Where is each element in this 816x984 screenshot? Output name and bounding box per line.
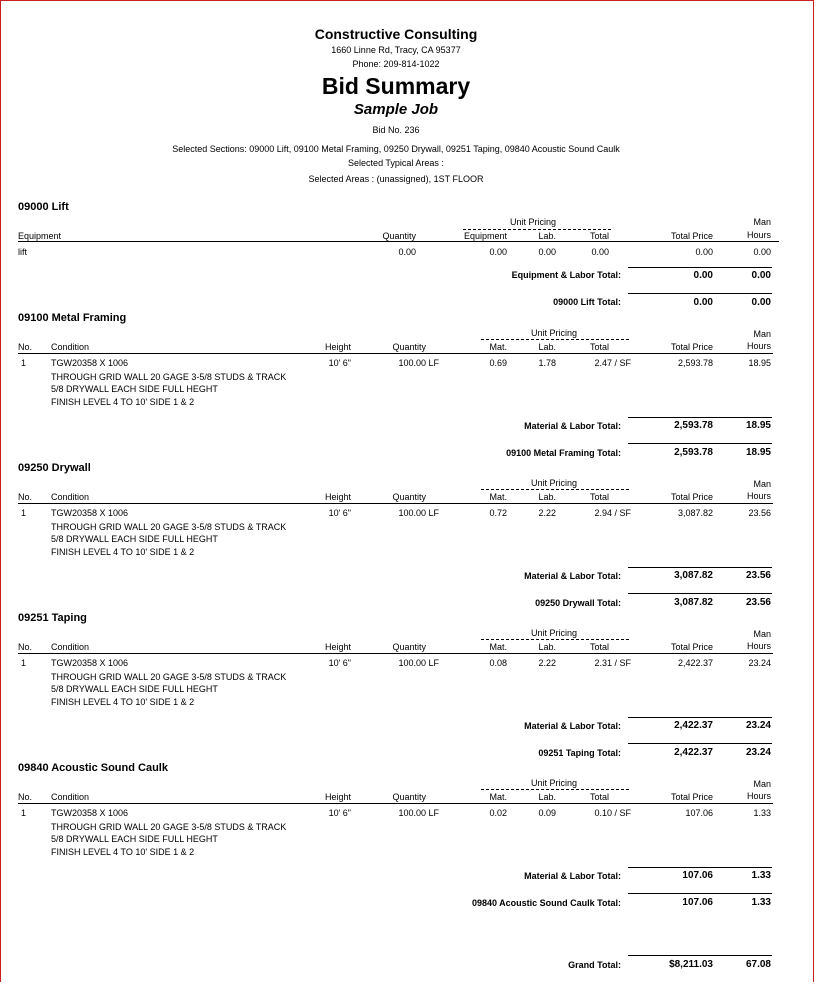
col-lab: Lab. xyxy=(538,492,556,502)
col-total-price: Total Price xyxy=(670,342,713,352)
col-total: Total xyxy=(589,342,609,352)
row-desc-line: 5/8 DRYWALL EACH SIDE FULL HEGHT xyxy=(51,384,218,394)
col-mat: Mat. xyxy=(489,642,507,652)
row-code: TGW20358 X 1006 xyxy=(51,508,129,518)
row-hours: 18.95 xyxy=(748,358,771,368)
selected-typical-areas: Selected Typical Areas : xyxy=(348,158,444,168)
grand-total-rule xyxy=(628,955,772,956)
col-quantity: Quantity xyxy=(392,492,426,502)
unit-pricing-divider xyxy=(481,789,629,790)
unit-pricing-label: Unit Pricing xyxy=(530,778,577,788)
total-rule xyxy=(628,293,772,294)
col-hours: Hours xyxy=(746,791,771,801)
row-lab: 0.09 xyxy=(538,808,556,818)
col-mat: Mat. xyxy=(489,792,507,802)
subtotal-rule xyxy=(628,267,772,268)
header-rule xyxy=(18,503,773,504)
section-title: 09250 Drywall xyxy=(18,462,91,474)
section-total-label: 09251 Taping Total: xyxy=(538,748,621,758)
row-total-price: 107.06 xyxy=(685,808,713,818)
unit-pricing-label: Unit Pricing xyxy=(530,478,577,488)
row-lab: 2.22 xyxy=(538,508,556,518)
section-total-label: 09840 Acoustic Sound Caulk Total: xyxy=(471,898,621,908)
row-equip: 0.00 xyxy=(489,247,507,257)
row-total: 0.00 xyxy=(591,247,609,257)
col-no: No. xyxy=(18,642,33,652)
row-total: 0.10 / SF xyxy=(594,808,631,818)
col-quantity: Quantity xyxy=(392,342,426,352)
section-total-label: 09000 Lift Total: xyxy=(553,297,621,307)
row-total: 2.31 / SF xyxy=(594,658,631,668)
row-desc-line: FINISH LEVEL 4 TO 10' SIDE 1 & 2 xyxy=(51,397,195,407)
col-total: Total xyxy=(589,792,609,802)
col-man: Man xyxy=(753,629,771,639)
grand-total-price: $8,211.03 xyxy=(669,959,713,970)
col-height: Height xyxy=(324,792,351,802)
col-total-price: Total Price xyxy=(670,792,713,802)
row-lab: 0.00 xyxy=(538,247,556,257)
subtotal-hours: 1.33 xyxy=(751,870,771,881)
row-height: 10' 6" xyxy=(328,658,351,668)
row-desc-line: THROUGH GRID WALL 20 GAGE 3-5/8 STUDS & TRACK xyxy=(51,822,287,832)
col-quantity: Quantity xyxy=(392,642,426,652)
company-phone: Phone: 209-814-1022 xyxy=(352,59,440,69)
total-rule xyxy=(628,743,772,744)
subtotal-rule xyxy=(628,417,772,418)
subtotal-price: 107.06 xyxy=(682,870,713,881)
col-height: Height xyxy=(324,492,351,502)
unit-pricing-label: Unit Pricing xyxy=(530,628,577,638)
section-total-price: 3,087.82 xyxy=(674,597,713,608)
section-total-price: 107.06 xyxy=(682,897,713,908)
header-rule xyxy=(18,241,779,242)
row-quantity: 100.00 LF xyxy=(398,808,439,818)
row-code: TGW20358 X 1006 xyxy=(51,658,129,668)
col-height: Height xyxy=(324,342,351,352)
subtotal-price: 2,593.78 xyxy=(674,420,713,431)
grand-total-hours: 67.08 xyxy=(745,959,771,970)
unit-pricing-divider xyxy=(481,339,629,340)
col-no: No. xyxy=(18,492,33,502)
col-hours: Hours xyxy=(746,341,771,351)
section-title: 09000 Lift xyxy=(18,201,69,213)
row-quantity: 100.00 LF xyxy=(398,358,439,368)
company-name: Constructive Consulting xyxy=(314,26,478,42)
row-desc-line: THROUGH GRID WALL 20 GAGE 3-5/8 STUDS & TRACK xyxy=(51,372,287,382)
subtotal-hours: 0.00 xyxy=(751,270,771,281)
total-rule xyxy=(628,443,772,444)
company-address: 1660 Linne Rd, Tracy, CA 95377 xyxy=(331,45,461,55)
header-rule xyxy=(18,353,773,354)
job-name: Sample Job xyxy=(353,101,439,118)
row-no: 1 xyxy=(21,808,27,818)
row-desc-line: THROUGH GRID WALL 20 GAGE 3-5/8 STUDS & TRACK xyxy=(51,522,287,532)
col-condition: Condition xyxy=(51,342,90,352)
subtotal-price: 0.00 xyxy=(693,270,713,281)
row-height: 10' 6" xyxy=(328,808,351,818)
row-height: 10' 6" xyxy=(328,358,351,368)
col-total-price: Total Price xyxy=(670,642,713,652)
row-quantity: 100.00 LF xyxy=(398,508,439,518)
row-mat: 0.69 xyxy=(489,358,507,368)
row-no: 1 xyxy=(21,658,27,668)
row-desc-line: 5/8 DRYWALL EACH SIDE FULL HEGHT xyxy=(51,834,218,844)
section-total-hours: 23.24 xyxy=(745,747,771,758)
col-man: Man xyxy=(753,329,771,339)
subtotal-label: Material & Labor Total: xyxy=(524,721,621,731)
col-no: No. xyxy=(18,792,33,802)
col-no: No. xyxy=(18,342,33,352)
row-total: 2.47 / SF xyxy=(594,358,631,368)
total-rule xyxy=(628,593,772,594)
row-desc-line: FINISH LEVEL 4 TO 10' SIDE 1 & 2 xyxy=(51,547,195,557)
bid-number: Bid No. 236 xyxy=(372,125,420,135)
row-code: TGW20358 X 1006 xyxy=(51,808,129,818)
row-hours: 1.33 xyxy=(753,808,771,818)
section-total-label: 09100 Metal Framing Total: xyxy=(506,448,621,458)
col-total-price: Total Price xyxy=(670,492,713,502)
subtotal-rule xyxy=(628,567,772,568)
col-hours: Hours xyxy=(746,230,771,240)
section-total-hours: 1.33 xyxy=(751,897,771,908)
section-total-price: 0.00 xyxy=(693,297,713,308)
row-total-price: 2,593.78 xyxy=(677,358,713,368)
total-rule xyxy=(628,893,772,894)
row-total: 2.94 / SF xyxy=(594,508,631,518)
section-total-hours: 23.56 xyxy=(745,597,771,608)
col-total: Total xyxy=(589,642,609,652)
section-title: 09840 Acoustic Sound Caulk xyxy=(18,762,168,774)
grand-total-label: Grand Total: xyxy=(568,960,621,970)
col-man: Man xyxy=(753,217,771,227)
col-hours: Hours xyxy=(746,641,771,651)
selected-areas: Selected Areas : (unassigned), 1ST FLOOR xyxy=(308,174,484,184)
col-total: Total xyxy=(589,492,609,502)
subtotal-price: 3,087.82 xyxy=(674,570,713,581)
col-quantity: Quantity xyxy=(382,231,416,241)
row-total-price: 3,087.82 xyxy=(677,508,713,518)
unit-pricing-divider xyxy=(463,229,611,230)
col-total: Total xyxy=(589,231,609,241)
subtotal-hours: 18.95 xyxy=(745,420,771,431)
row-total-price: 2,422.37 xyxy=(677,658,713,668)
section-title: 09100 Metal Framing xyxy=(18,312,127,324)
row-desc-line: FINISH LEVEL 4 TO 10' SIDE 1 & 2 xyxy=(51,847,195,857)
section-total-hours: 0.00 xyxy=(751,297,771,308)
col-hours: Hours xyxy=(746,491,771,501)
row-hours: 23.56 xyxy=(748,508,771,518)
col-equipment-name: Equipment xyxy=(18,231,62,241)
section-total-label: 09250 Drywall Total: xyxy=(535,598,621,608)
selected-sections: Selected Sections: 09000 Lift, 09100 Metal Framing, 09250 Drywall, 09251 Taping, 09840 Acoustic Sound Caulk xyxy=(172,144,620,154)
subtotal-hours: 23.24 xyxy=(745,720,771,731)
col-quantity: Quantity xyxy=(392,792,426,802)
row-desc-line: 5/8 DRYWALL EACH SIDE FULL HEGHT xyxy=(51,684,218,694)
col-lab: Lab. xyxy=(538,231,556,241)
subtotal-hours: 23.56 xyxy=(745,570,771,581)
row-lab: 2.22 xyxy=(538,658,556,668)
unit-pricing-label: Unit Pricing xyxy=(509,217,556,227)
unit-pricing-divider xyxy=(481,489,629,490)
col-equip: Equipment xyxy=(463,231,507,241)
row-lab: 1.78 xyxy=(538,358,556,368)
row-mat: 0.72 xyxy=(489,508,507,518)
subtotal-label: Material & Labor Total: xyxy=(524,871,621,881)
unit-pricing-label: Unit Pricing xyxy=(530,328,577,338)
row-desc-line: 5/8 DRYWALL EACH SIDE FULL HEGHT xyxy=(51,534,218,544)
col-condition: Condition xyxy=(51,642,90,652)
row-code: TGW20358 X 1006 xyxy=(51,358,129,368)
col-height: Height xyxy=(324,642,351,652)
section-total-price: 2,422.37 xyxy=(674,747,713,758)
subtotal-rule xyxy=(628,867,772,868)
section-title: 09251 Taping xyxy=(18,612,87,624)
row-hours: 23.24 xyxy=(748,658,771,668)
row-total-price: 0.00 xyxy=(695,247,713,257)
col-lab: Lab. xyxy=(538,342,556,352)
col-lab: Lab. xyxy=(538,642,556,652)
row-height: 10' 6" xyxy=(328,508,351,518)
row-mat: 0.08 xyxy=(489,658,507,668)
row-no: 1 xyxy=(21,508,27,518)
subtotal-label: Material & Labor Total: xyxy=(524,421,621,431)
section-total-hours: 18.95 xyxy=(745,447,771,458)
col-lab: Lab. xyxy=(538,792,556,802)
col-man: Man xyxy=(753,779,771,789)
row-quantity: 100.00 LF xyxy=(398,658,439,668)
row-name: lift xyxy=(18,247,27,257)
subtotal-price: 2,422.37 xyxy=(674,720,713,731)
subtotal-label: Material & Labor Total: xyxy=(524,571,621,581)
report-title: Bid Summary xyxy=(321,73,471,99)
row-no: 1 xyxy=(21,358,27,368)
row-desc-line: FINISH LEVEL 4 TO 10' SIDE 1 & 2 xyxy=(51,697,195,707)
header-rule xyxy=(18,803,773,804)
subtotal-rule xyxy=(628,717,772,718)
col-condition: Condition xyxy=(51,492,90,502)
col-man: Man xyxy=(753,479,771,489)
row-quantity: 0.00 xyxy=(398,247,416,257)
row-hours: 0.00 xyxy=(753,247,771,257)
row-desc-line: THROUGH GRID WALL 20 GAGE 3-5/8 STUDS & TRACK xyxy=(51,672,287,682)
section-total-price: 2,593.78 xyxy=(674,447,713,458)
col-total-price: Total Price xyxy=(670,231,713,241)
col-mat: Mat. xyxy=(489,492,507,502)
col-mat: Mat. xyxy=(489,342,507,352)
col-condition: Condition xyxy=(51,792,90,802)
unit-pricing-divider xyxy=(481,639,629,640)
header-rule xyxy=(18,653,773,654)
subtotal-label: Equipment & Labor Total: xyxy=(511,270,621,280)
row-mat: 0.02 xyxy=(489,808,507,818)
